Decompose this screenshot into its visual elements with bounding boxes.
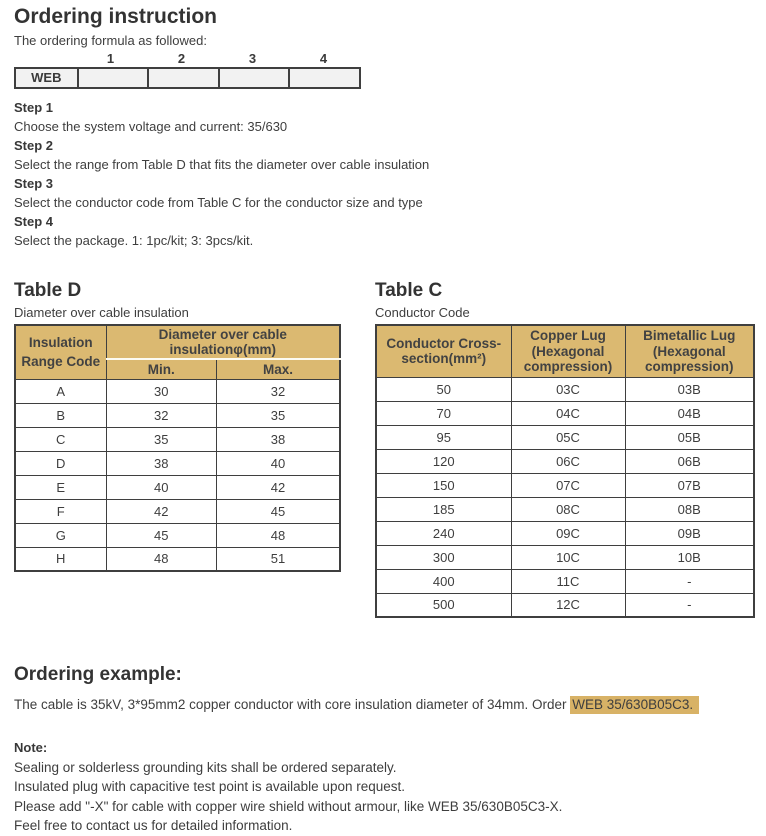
table-cell: 48: [217, 523, 341, 547]
table-row: [15, 451, 340, 475]
table-row: [376, 545, 754, 569]
table-row: [15, 523, 340, 547]
ordering-example-text-before: The cable is 35kV, 3*95mm2 copper conductor with core insulation diameter of 34mm. Order: [14, 697, 571, 712]
table-row: [15, 403, 340, 427]
table-cell: 45: [217, 499, 341, 523]
formula-slot-number-3: 3: [248, 51, 257, 66]
table-cell: 12C: [511, 593, 625, 617]
formula-slot-number-2: 2: [177, 51, 186, 66]
table-cell: 40: [217, 451, 341, 475]
table-cell: 04B: [625, 401, 754, 425]
table-cell: -: [625, 593, 754, 617]
table-d-body: [15, 379, 340, 571]
table-cell: G: [15, 523, 106, 547]
formula-cells-row: [14, 67, 361, 89]
formula-prefix-cell: WEB: [31, 70, 62, 85]
table-cell: 42: [106, 499, 217, 523]
step-4-label: Step 4: [14, 214, 54, 229]
table-cell: 45: [106, 523, 217, 547]
table-row: [376, 377, 754, 401]
formula-empty-cell-1: [77, 69, 148, 87]
table-c-header: [376, 325, 754, 377]
step-2: [14, 136, 755, 174]
table-cell: 06C: [511, 449, 625, 473]
note-label: Note:: [14, 740, 48, 755]
ordering-formula: [14, 51, 361, 89]
ordering-example-text: [14, 696, 755, 714]
note-line-4: Feel free to contact us for detailed information.: [14, 818, 293, 833]
table-cell: 150: [376, 473, 511, 497]
step-1-text: Choose the system voltage and current: 35/630: [14, 119, 288, 134]
table-cell: F: [15, 499, 106, 523]
table-row: [376, 593, 754, 617]
note-section: [14, 738, 755, 836]
table-d-block: [14, 280, 341, 572]
table-cell: 07B: [625, 473, 754, 497]
page-title: Ordering instruction: [14, 5, 218, 28]
table-row: [376, 569, 754, 593]
table-row: [376, 473, 754, 497]
table-d-title: Table D: [14, 280, 82, 301]
table-cell: 120: [376, 449, 511, 473]
table-d-header-min: Min.: [106, 359, 217, 379]
note-line-3: Please add "-X" for cable with copper wire shield without armour, like WEB 35/630B05C3-X.: [14, 798, 563, 814]
formula-label-spacer: [14, 51, 75, 66]
table-d-header-range-code: Insulation Range Code: [15, 325, 106, 379]
step-1-label: Step 1: [14, 100, 54, 115]
step-4: [14, 212, 755, 250]
table-row: [15, 499, 340, 523]
step-3: [14, 174, 755, 212]
formula-empty-cell-2: [147, 69, 218, 87]
step-2-label: Step 2: [14, 138, 54, 153]
table-cell: 38: [106, 451, 217, 475]
table-c-header-bimetallic-lug: Bimetallic Lug (Hexagonal compression): [625, 325, 754, 377]
table-d-subtitle: Diameter over cable insulation: [14, 305, 189, 320]
table-cell: 51: [217, 547, 341, 571]
table-row: [15, 427, 340, 451]
table-row: [15, 475, 340, 499]
table-cell: E: [15, 475, 106, 499]
steps-list: [14, 98, 755, 250]
table-row: [376, 449, 754, 473]
table-cell: 09C: [511, 521, 625, 545]
table-cell: -: [625, 569, 754, 593]
table-cell: 32: [106, 403, 217, 427]
table-cell: A: [15, 379, 106, 403]
table-d-header-diameter: Diameter over cable insulationφ(mm): [106, 325, 340, 359]
table-row: [376, 497, 754, 521]
table-cell: C: [15, 427, 106, 451]
table-row: [376, 401, 754, 425]
table-cell: 10B: [625, 545, 754, 569]
table-cell: 06B: [625, 449, 754, 473]
table-d-header: [15, 325, 340, 379]
table-cell: 09B: [625, 521, 754, 545]
table-cell: 30: [106, 379, 217, 403]
table-cell: 500: [376, 593, 511, 617]
step-4-text: Select the package. 1: 1pc/kit; 3: 3pcs/kit.: [14, 233, 254, 248]
table-row: [376, 425, 754, 449]
table-c-header-copper-lug: Copper Lug (Hexagonal compression): [511, 325, 625, 377]
formula-slot-number-4: 4: [319, 51, 328, 66]
table-cell: 08C: [511, 497, 625, 521]
table-cell: 185: [376, 497, 511, 521]
formula-empty-cell-4: [288, 69, 359, 87]
formula-empty-cell-3: [218, 69, 289, 87]
table-c-title: Table C: [375, 280, 443, 301]
table-cell: 240: [376, 521, 511, 545]
table-cell: 11C: [511, 569, 625, 593]
table-row: [15, 379, 340, 403]
table-cell: H: [15, 547, 106, 571]
table-c-body: [376, 377, 754, 617]
table-c-subtitle: Conductor Code: [375, 305, 470, 320]
note-line-2: Insulated plug with capacitive test point is available upon request.: [14, 779, 405, 794]
table-cell: D: [15, 451, 106, 475]
table-cell: 04C: [511, 401, 625, 425]
step-1: [14, 98, 755, 136]
table-cell: B: [15, 403, 106, 427]
table-cell: 48: [106, 547, 217, 571]
table-d-header-max: Max.: [217, 359, 341, 379]
table-cell: 50: [376, 377, 511, 401]
step-3-label: Step 3: [14, 176, 54, 191]
table-cell: 70: [376, 401, 511, 425]
table-d: [14, 324, 341, 572]
ordering-example-section: [14, 664, 755, 714]
ordering-example-highlight: WEB 35/630B05C3.: [570, 696, 699, 714]
table-cell: 08B: [625, 497, 754, 521]
formula-slot-number-1: 1: [106, 51, 115, 66]
formula-intro: The ordering formula as followed:: [14, 33, 207, 48]
table-cell: 07C: [511, 473, 625, 497]
table-cell: 03C: [511, 377, 625, 401]
table-cell: 10C: [511, 545, 625, 569]
table-cell: 400: [376, 569, 511, 593]
step-2-text: Select the range from Table D that fits the diameter over cable insulation: [14, 157, 430, 172]
table-c-header-cross-section: Conductor Cross-section(mm²): [376, 325, 511, 377]
table-cell: 95: [376, 425, 511, 449]
step-3-text: Select the conductor code from Table C for the conductor size and type: [14, 195, 423, 210]
table-cell: 300: [376, 545, 511, 569]
ordering-example-title: Ordering example:: [14, 664, 182, 685]
table-cell: 32: [217, 379, 341, 403]
table-cell: 05C: [511, 425, 625, 449]
table-cell: 38: [217, 427, 341, 451]
tables-section: [14, 280, 755, 618]
table-c-block: [375, 280, 755, 618]
table-cell: 40: [106, 475, 217, 499]
table-cell: 35: [217, 403, 341, 427]
table-cell: 03B: [625, 377, 754, 401]
table-cell: 05B: [625, 425, 754, 449]
table-c: [375, 324, 755, 618]
table-row: [376, 521, 754, 545]
table-cell: 35: [106, 427, 217, 451]
note-line-1: Sealing or solderless grounding kits shall be ordered separately.: [14, 759, 397, 775]
table-cell: 42: [217, 475, 341, 499]
table-row: [15, 547, 340, 571]
formula-slot-numbers: [14, 51, 361, 66]
